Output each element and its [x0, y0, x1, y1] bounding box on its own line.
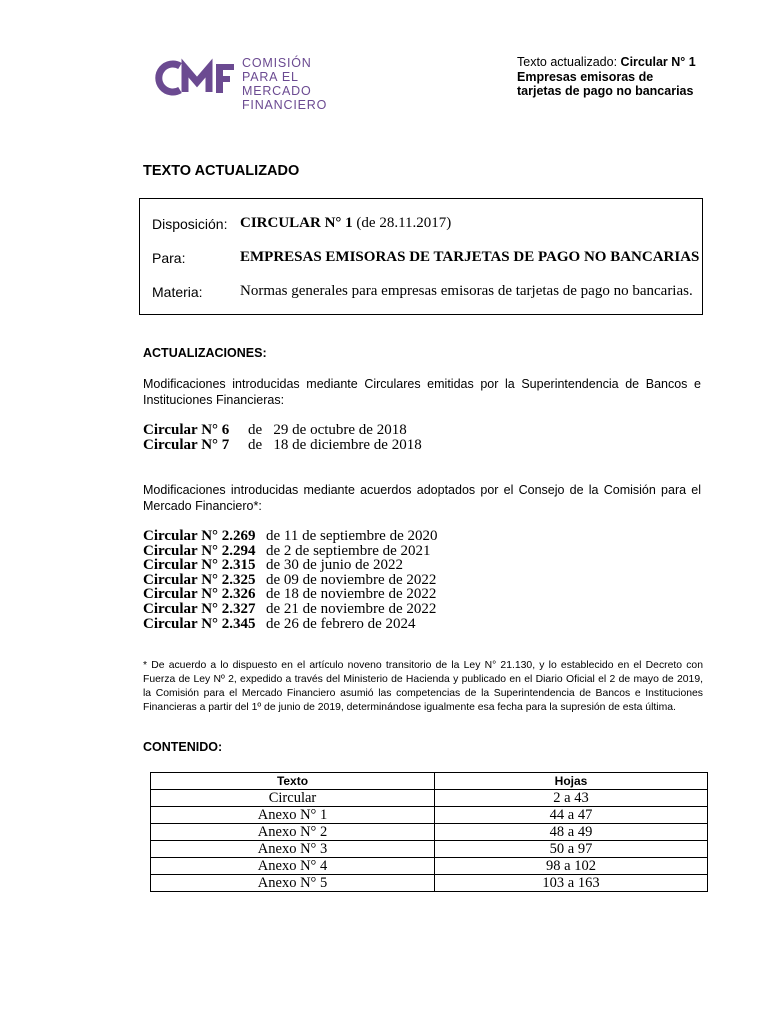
column-header-texto: Texto [151, 773, 435, 790]
footnote: * De acuerdo a lo dispuesto en el artículo noveno transitorio de la Ley N° 21.130, y lo establecido en el Decreto con Fuerza de Ley Nº 2, expedido a través del Ministerio de Hacienda y publicado en el Diario Oficial el 2 de mayo de 2019, la Comisión para el Mercado Financiero asumió las competencias de la Superintendencia de Bancos e Instituciones Financieras a partir del 1º de junio de 2019, determinándose igualmente esa fecha para la supresión de esta última. [143, 660, 703, 713]
logo-wordmark [242, 56, 354, 112]
table-cell: Anexo N° 5 [151, 875, 435, 892]
table-cell: 48 a 49 [435, 824, 708, 841]
cmf-logo [154, 54, 354, 112]
logo-line-3: FINANCIERO [242, 98, 328, 112]
column-header-hojas: Hojas [435, 773, 708, 790]
para-row [152, 250, 702, 270]
header-line-2: Empresas emisoras de [517, 69, 654, 84]
header-line-3: tarjetas de pago no bancarias [517, 84, 694, 99]
modificaciones-cmf-paragraph: Modificaciones introducidas mediante acuerdos adoptados por el Consejo de la Comisión para el Mercado Financiero*: [143, 483, 701, 513]
table-cell: Circular [151, 790, 435, 807]
table-row [151, 841, 708, 858]
table-row [151, 824, 708, 841]
contenido-table [150, 772, 708, 892]
table-row [151, 858, 708, 875]
table-row [151, 807, 708, 824]
para-value: EMPRESAS EMISORAS DE TARJETAS DE PAGO NO BANCARIAS [240, 249, 700, 265]
header-circular: Circular N° 1 [620, 55, 696, 69]
table-cell: Anexo N° 2 [151, 824, 435, 841]
disposition-row [152, 216, 702, 236]
logo-line-2: PARA EL MERCADO [242, 70, 312, 98]
disposition-box [139, 198, 703, 315]
disposition-value: CIRCULAR N° 1 (de 28.11.2017) [240, 215, 452, 231]
table-cell: Anexo N° 1 [151, 807, 435, 824]
materia-value: Normas generales para empresas emisoras de tarjetas de pago no bancarias. [240, 283, 693, 299]
logo-line-1: COMISIÓN [242, 56, 312, 70]
table-cell: 103 a 163 [435, 875, 708, 892]
document-header [517, 55, 696, 99]
table-cell: Anexo N° 4 [151, 858, 435, 875]
table-cell: 44 a 47 [435, 807, 708, 824]
disposition-label: Disposición: [152, 216, 228, 232]
cmf-logo-icon [154, 58, 238, 98]
modificaciones-sbif-paragraph: Modificaciones introducidas mediante Circulares emitidas por la Superintendencia de Bancos e Instituciones Financieras: [143, 377, 701, 407]
table-cell: Anexo N° 3 [151, 841, 435, 858]
table-row [151, 790, 708, 807]
table-cell: 2 a 43 [435, 790, 708, 807]
table-cell: 50 a 97 [435, 841, 708, 858]
materia-row [152, 284, 702, 304]
contenido-heading: CONTENIDO: [143, 740, 223, 754]
table-row [151, 875, 708, 892]
header-prefix: Texto actualizado: [517, 55, 621, 69]
table-header-row [151, 773, 708, 790]
actualizaciones-heading: ACTUALIZACIONES: [143, 346, 267, 360]
header-line-1 [517, 55, 696, 70]
page-title: TEXTO ACTUALIZADO [143, 163, 300, 179]
materia-label: Materia: [152, 284, 203, 300]
para-label: Para: [152, 250, 186, 266]
table-cell: 98 a 102 [435, 858, 708, 875]
